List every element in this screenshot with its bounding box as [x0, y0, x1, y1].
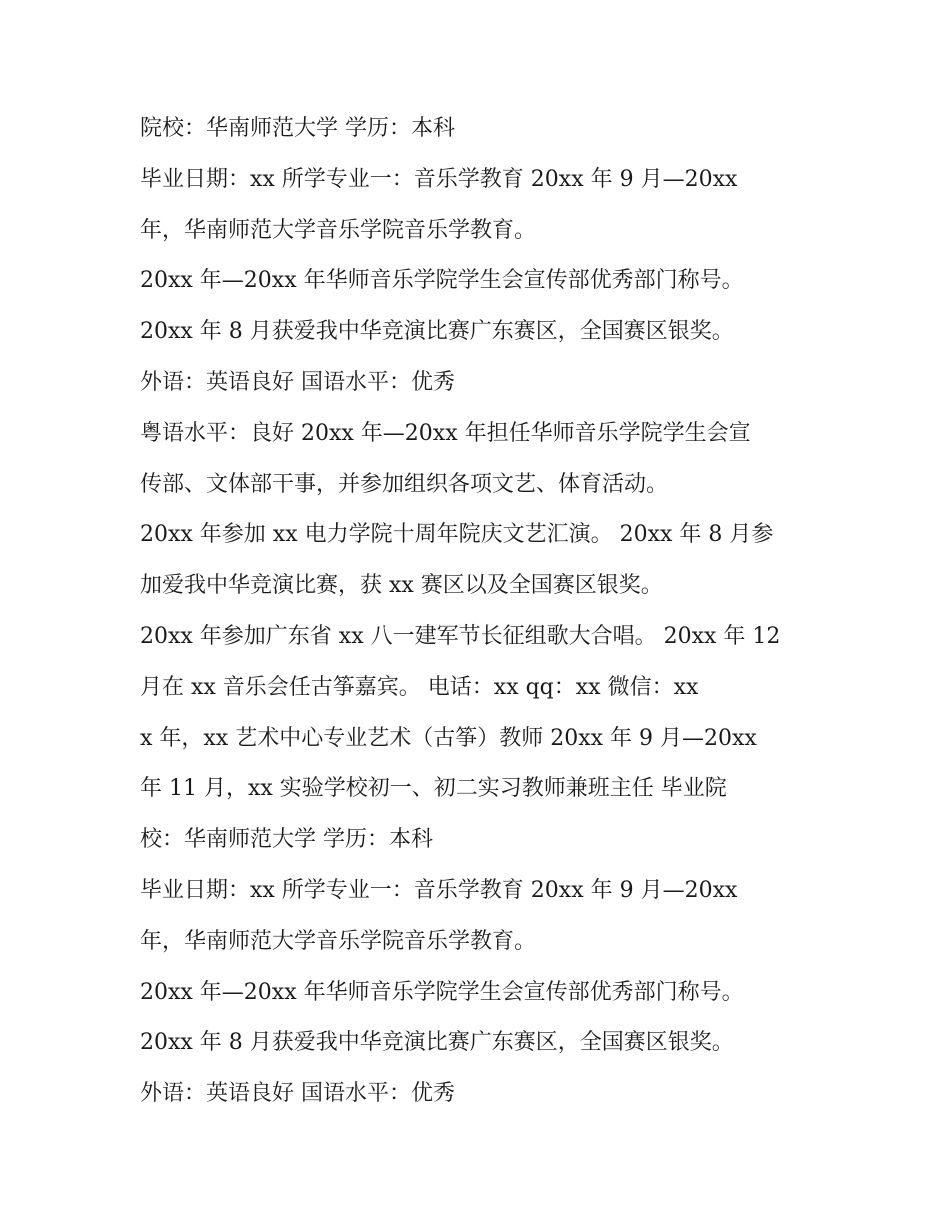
- text-line: 20xx 年参加 xx 电力学院十周年院庆文艺汇演。 20xx 年 8 月参: [140, 522, 774, 548]
- text-line: 20xx 年 8 月获爱我中华竞演比赛广东赛区，全国赛区银奖。: [140, 1030, 734, 1056]
- text-line: 月在 xx 音乐会任古筝嘉宾。 电话：xx qq：xx 微信：xx: [140, 674, 699, 700]
- text-line: 年 11 月，xx 实验学校初一、初二实习教师兼班主任 毕业院: [140, 776, 727, 802]
- text-line: 年，华南师范大学音乐学院音乐学教育。: [140, 928, 537, 954]
- text-line: 院校：华南师范大学 学历：本科: [140, 116, 455, 141]
- text-line: 外语：英语良好 国语水平：优秀: [140, 1081, 455, 1107]
- text-line: 传部、文体部干事，并参加组织各项文艺、体育活动。: [140, 471, 669, 497]
- text-line: x 年，xx 艺术中心专业艺术（古筝）教师 20xx 年 9 月—20xx: [140, 725, 757, 751]
- text-line: 校：华南师范大学 学历：本科: [140, 827, 433, 853]
- text-line: 毕业日期：xx 所学专业一：音乐学教育 20xx 年 9 月—20xx: [140, 877, 738, 903]
- text-line: 年，华南师范大学音乐学院音乐学教育。: [140, 217, 537, 243]
- text-line: 外语：英语良好 国语水平：优秀: [140, 369, 455, 395]
- text-line: 20xx 年—20xx 年华师音乐学院学生会宣传部优秀部门称号。: [140, 979, 744, 1005]
- text-line: 粤语水平：良好 20xx 年—20xx 年担任华师音乐学院学生会宣: [140, 420, 751, 446]
- text-line: 20xx 年 8 月获爱我中华竞演比赛广东赛区，全国赛区银奖。: [140, 319, 734, 345]
- text-line: 20xx 年—20xx 年华师音乐学院学生会宣传部优秀部门称号。: [140, 268, 744, 294]
- text-line: 加爱我中华竞演比赛，获 xx 赛区以及全国赛区银奖。: [140, 573, 663, 599]
- document-body: [140, 104, 830, 1120]
- text-line: 毕业日期：xx 所学专业一：音乐学教育 20xx 年 9 月—20xx: [140, 166, 738, 192]
- text-line: 20xx 年参加广东省 xx 八一建军节长征组歌大合唱。 20xx 年 12: [140, 623, 781, 649]
